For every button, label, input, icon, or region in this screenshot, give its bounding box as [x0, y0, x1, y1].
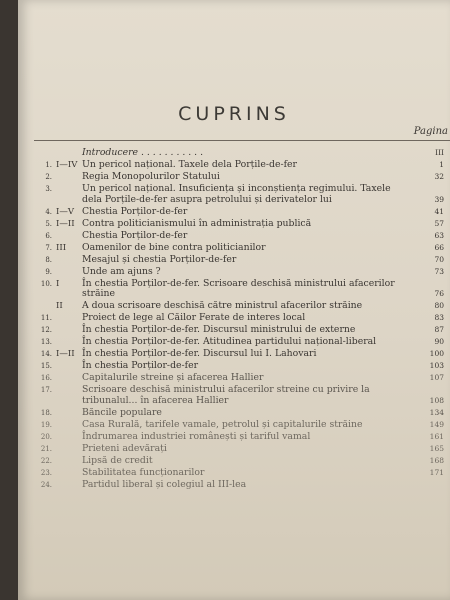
toc-entry — [18, 301, 450, 312]
toc-entry — [18, 255, 450, 266]
entry-number: 14. — [40, 350, 52, 358]
entry-number: 23. — [40, 468, 52, 477]
entry-title: Proiect de lege al Căilor Ferate de interes local — [82, 312, 306, 323]
entry-number: 19. — [40, 420, 52, 429]
toc-entry — [18, 219, 450, 230]
entry-title: În chestia Porților-de-fer. Discursul ministrului de externe — [82, 324, 356, 335]
entry-page: 100 — [429, 349, 444, 358]
entry-part: III — [56, 242, 67, 253]
toc-entry — [18, 313, 450, 324]
toc-entry — [18, 480, 450, 491]
entry-title: Mesajul și chestia Porților-de-fer — [82, 253, 237, 265]
entry-part: I—II — [56, 349, 75, 359]
entry-number: 24. — [40, 480, 52, 489]
entry-page: 32 — [434, 172, 444, 181]
entry-page: 165 — [429, 443, 444, 453]
toc-entry — [18, 148, 450, 159]
entry-page: 108 — [429, 395, 444, 405]
entry-number: 16. — [40, 374, 52, 382]
entry-title: Regia Monopolurilor Statului — [82, 171, 220, 182]
entry-number: 13. — [40, 338, 52, 346]
entry-page: 57 — [434, 218, 444, 228]
entry-page: 1 — [439, 160, 444, 169]
toc-entry — [18, 349, 450, 360]
book-page — [18, 0, 450, 600]
entry-page: 41 — [434, 206, 444, 216]
entry-title: În chestia Porților-de-fer. Atitudinea partidului național-liberal — [82, 336, 377, 347]
entry-page: 63 — [434, 230, 444, 240]
entry-title: În chestia Porților-de-fer. Scrisoare deschisă ministrului afacerilor străine — [82, 277, 395, 299]
entry-title: Chestia Porților-de-fer — [82, 205, 188, 217]
toc-entry — [18, 420, 450, 431]
entry-title: Oamenilor de bine contra politicianilor — [82, 241, 266, 253]
entry-page: 134 — [429, 407, 444, 417]
toc-entry — [18, 279, 450, 300]
entry-page: 66 — [434, 242, 444, 252]
toc-entry — [18, 172, 450, 183]
entry-page: 83 — [434, 313, 444, 322]
entry-title: Un pericol național. Insuficiența și inconștiența regimului. Taxele dela Porțile-de-fer asupra petrolului și derivatelor lui — [82, 183, 391, 205]
entry-title: Capitalurile streine și afacerea Hallier — [82, 372, 264, 383]
entry-number: 8. — [45, 255, 52, 264]
entry-number: 7. — [45, 243, 52, 252]
page-column-header: Pagina — [413, 126, 448, 137]
entry-title: Introducere . . . . . . . . . . . — [82, 147, 204, 158]
entry-part: I—II — [56, 218, 75, 229]
entry-title: A doua scrisoare deschisă către ministrul afacerilor străine — [82, 300, 363, 311]
entry-title: Partidul liberal și colegiul al III-lea — [82, 478, 247, 490]
toc-entry — [18, 468, 450, 479]
entry-title: Băncile populare — [82, 406, 162, 418]
entry-number: 2. — [45, 173, 52, 181]
entry-page: 73 — [434, 266, 444, 276]
entry-title: Prieteni adevărați — [82, 442, 167, 454]
entry-number: 17. — [40, 386, 52, 394]
entry-part: I—IV — [56, 160, 78, 170]
entry-title: Un pericol național. Taxele dela Porțile-de-fer — [82, 159, 297, 170]
entry-number: 4. — [45, 207, 52, 216]
entry-title: Stabilitatea funcționarilor — [82, 466, 205, 478]
entry-page: 80 — [434, 301, 444, 310]
entry-page: III — [435, 148, 444, 157]
entry-title: Îndrumarea industriei românești și tariful vamal — [82, 430, 311, 442]
toc-entry — [18, 408, 450, 419]
entry-page: 87 — [434, 325, 444, 334]
toc-entry — [18, 231, 450, 242]
toc-entry — [18, 160, 450, 171]
entry-title: Scrisoare deschisă ministrului afacerilor streine cu privire la tribunalul... în afacerea Hallier — [82, 384, 370, 406]
entry-title: În chestia Porților-de-fer. Discursul lui I. Lahovari — [82, 348, 317, 359]
entry-page: 103 — [429, 361, 444, 370]
entry-number: 18. — [40, 408, 52, 417]
toc-entry — [18, 456, 450, 467]
toc-entry — [18, 184, 450, 205]
entry-number: 11. — [40, 314, 52, 322]
entry-title: Unde am ajuns ? — [82, 265, 161, 277]
entry-number: 21. — [40, 444, 52, 453]
toc-entry — [18, 385, 450, 406]
toc-entry — [18, 361, 450, 372]
entry-number: 10. — [40, 279, 52, 288]
entry-title: Lipsă de credit — [82, 454, 153, 466]
entry-page: 161 — [429, 431, 444, 441]
entry-number: 20. — [40, 432, 52, 441]
entry-number: 22. — [40, 456, 52, 465]
toc-entry — [18, 243, 450, 254]
toc-entry — [18, 267, 450, 278]
entry-part: I — [56, 278, 60, 289]
entry-title: Chestia Porților-de-fer — [82, 229, 188, 241]
entry-page: 107 — [429, 373, 444, 382]
entry-page: 90 — [434, 337, 444, 346]
entry-number: 3. — [45, 185, 52, 193]
table-of-contents — [18, 148, 450, 492]
entry-title: Contra politicianismului în administrația publică — [82, 217, 312, 229]
entry-number: 5. — [45, 219, 52, 228]
entry-page: 149 — [429, 419, 444, 429]
toc-entry — [18, 207, 450, 218]
toc-entry — [18, 444, 450, 455]
entry-page: 70 — [434, 254, 444, 264]
entry-number: 12. — [40, 326, 52, 334]
entry-page: 168 — [429, 455, 444, 465]
page-title: CUPRINS — [178, 103, 290, 125]
header-rule — [34, 140, 450, 141]
entry-page: 39 — [434, 194, 444, 204]
entry-page: 76 — [434, 289, 444, 298]
entry-number: 15. — [40, 362, 52, 370]
toc-entry — [18, 432, 450, 443]
toc-entry — [18, 373, 450, 384]
entry-part: II — [56, 301, 63, 311]
entry-number: 1. — [45, 161, 52, 169]
entry-page: 171 — [429, 467, 444, 477]
entry-title: Casa Rurală, tarifele vamale, petrolul și capitalurile străine — [82, 418, 363, 430]
entry-title: În chestia Porților-de-fer — [82, 360, 199, 371]
entry-part: I—V — [56, 206, 74, 217]
entry-number: 6. — [45, 231, 52, 240]
toc-entry — [18, 325, 450, 336]
toc-entry — [18, 337, 450, 348]
entry-number: 9. — [45, 267, 52, 276]
